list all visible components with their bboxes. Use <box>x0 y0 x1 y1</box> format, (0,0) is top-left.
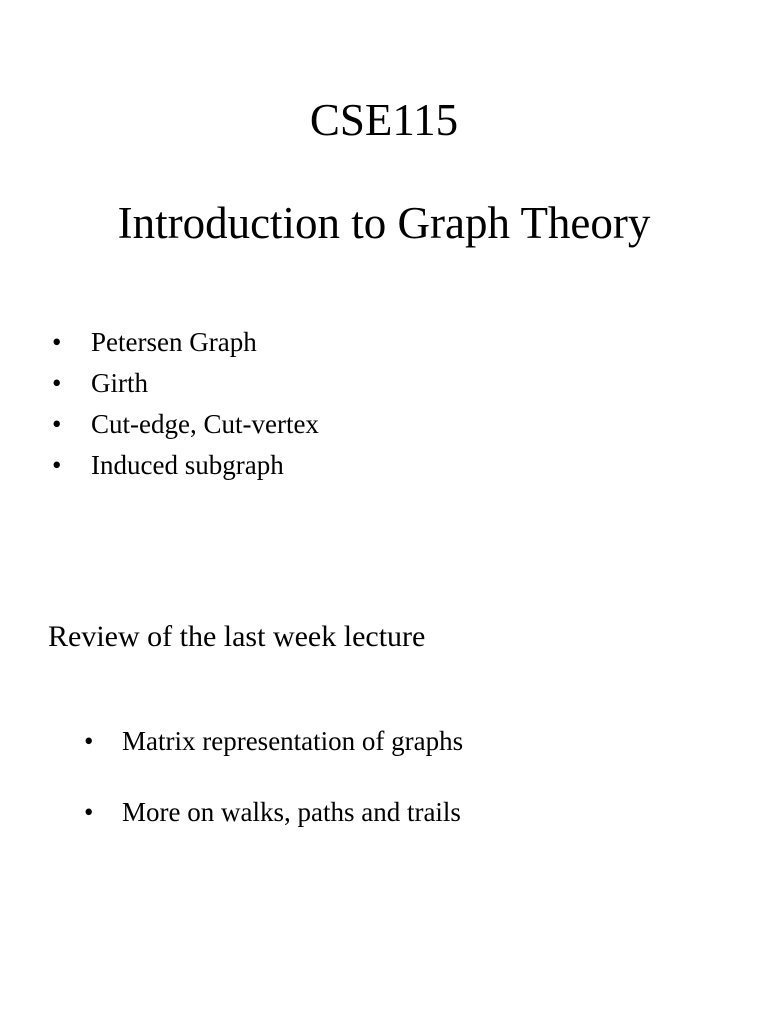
topic-text: Cut-edge, Cut-vertex <box>91 409 319 439</box>
review-text: Matrix representation of graphs <box>122 726 464 756</box>
topic-text: Girth <box>91 368 148 398</box>
bullet-icon: • <box>84 797 94 827</box>
review-heading: Review of the last week lecture <box>48 620 426 653</box>
bullet-icon: • <box>52 409 62 439</box>
bullet-icon: • <box>52 327 62 357</box>
bullet-icon: • <box>84 726 94 756</box>
bullet-icon: • <box>52 368 62 398</box>
topic-text: Induced subgraph <box>91 450 284 480</box>
slide-title: Introduction to Graph Theory <box>117 198 651 248</box>
bullet-icon: • <box>52 450 62 480</box>
course-code-heading: CSE115 <box>309 95 459 145</box>
review-text: More on walks, paths and trails <box>122 797 461 827</box>
topic-text: Petersen Graph <box>91 327 257 357</box>
